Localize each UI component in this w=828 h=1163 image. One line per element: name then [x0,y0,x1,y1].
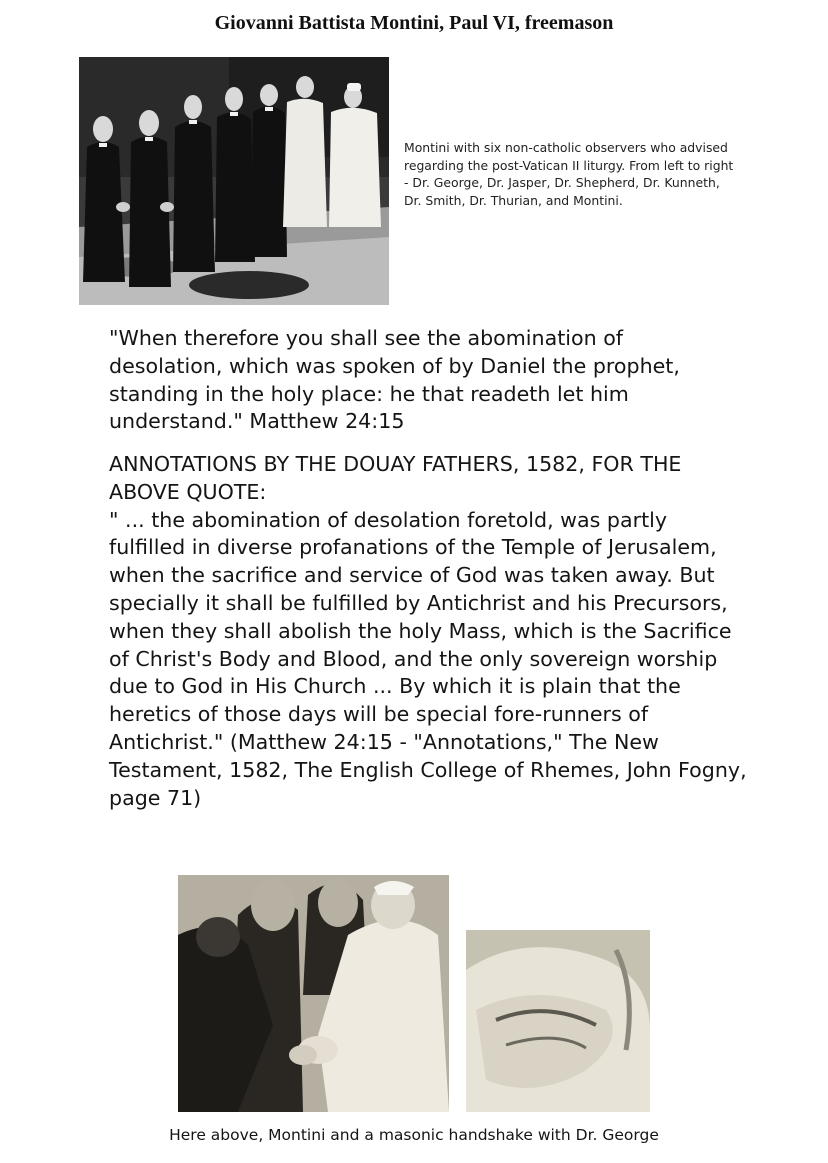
annotations-body: " ... the abomination of desolation foretold, was partly fulfilled in diverse profanations of the Temple of Jerusalem, when the sacrifice and service of God was taken away. But specially it shall be fulfilled by Antichrist and his Precursors, when they shall abolish the holy Mass, which is the Sacrifice of Christ's Body and Blood, and the only sovereign worship due to God in His Church ... By which it is plain that the heretics of those days will be special fore-runners of Antichrist." (Matthew 24:15 - "Annotations," The New Testament, 1582, The English College of Rhemes, John Fogny, page 71) [109,507,747,810]
annotations-heading: ANNOTATIONS BY THE DOUAY FATHERS, 1582, FOR THE ABOVE QUOTE: [109,452,682,504]
observers-group-photo [79,57,389,305]
observers-photo-caption: Montini with six non-catholic observers who advised regarding the post-Vatican II liturgy. From left to right - Dr. George, Dr. Jasper, Dr. Shepherd, Dr. Kunneth, Dr. Smith, Dr. Thurian, and Montini. [404,140,734,208]
handshake-closeup-photo [466,930,650,1112]
scripture-quote: "When therefore you shall see the abomination of desolation, which was spoken of by Daniel the prophet, standing in the holy place: he that readeth let him understand." Matthew 24:15 [109,326,680,434]
annotations-block [109,451,749,812]
page-title: Giovanni Battista Montini, Paul VI, freemason [214,12,614,34]
handshake-photos-caption: Here above, Montini and a masonic handshake with Dr. George [169,1126,659,1144]
handshake-scene-photo [178,875,449,1112]
